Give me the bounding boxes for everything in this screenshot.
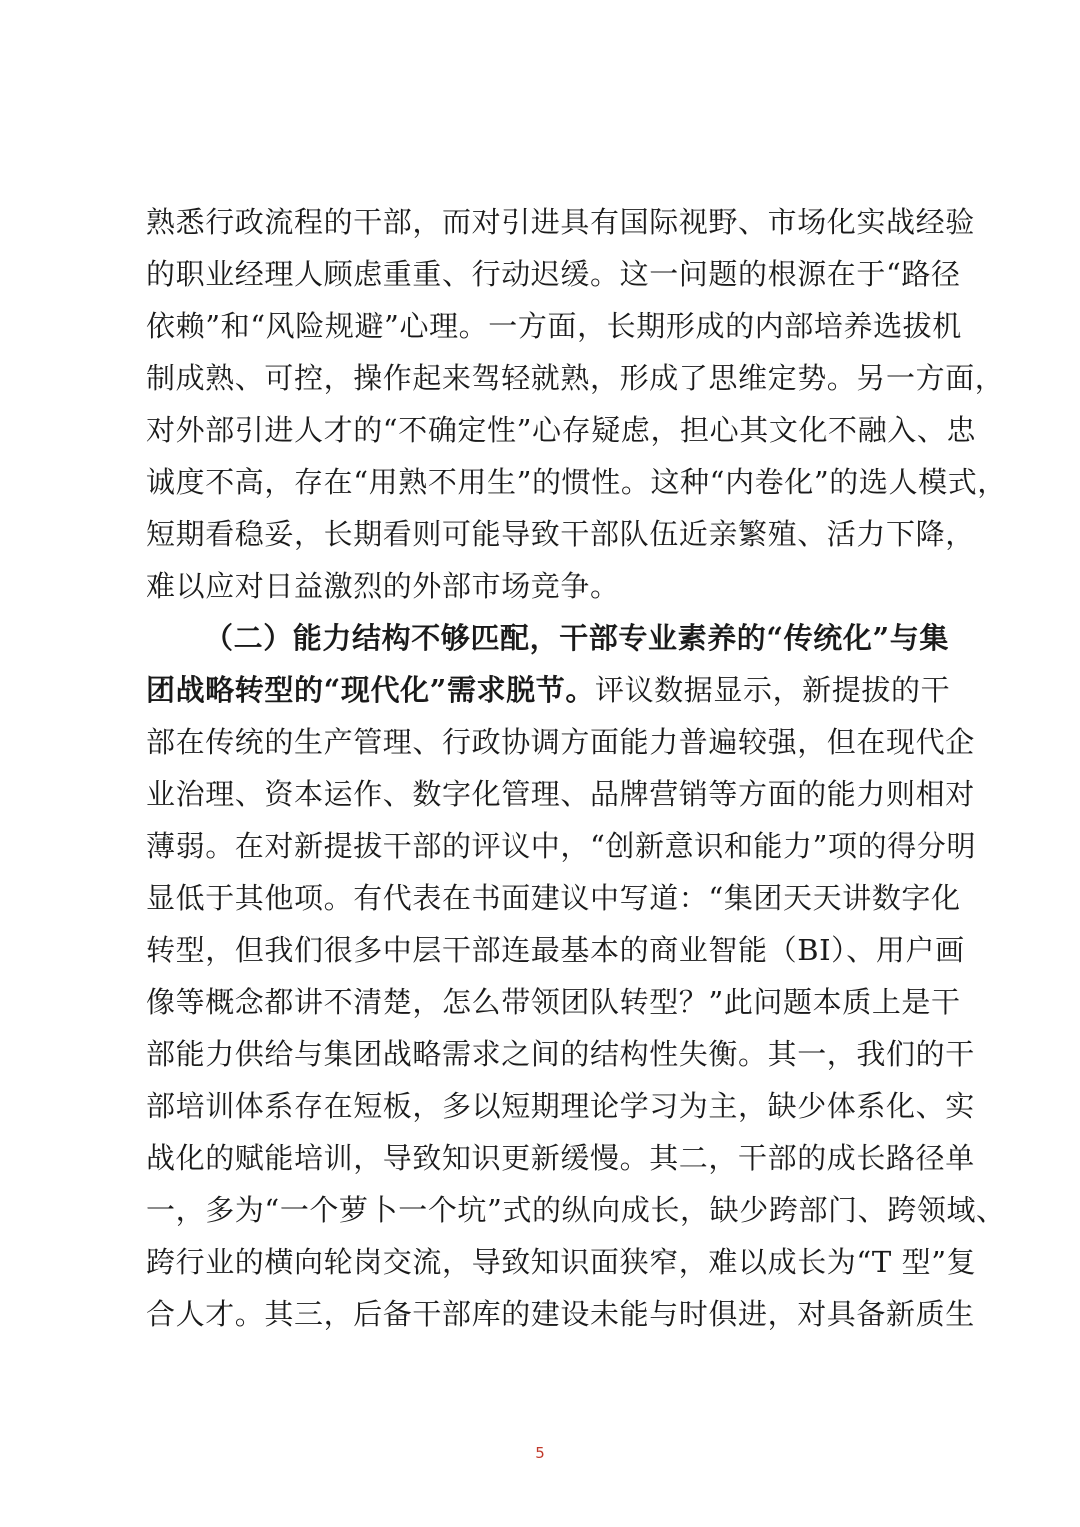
page-number: 5 — [535, 1444, 545, 1462]
section-heading-tail: 团战略转型的“现代化”需求脱节。 — [146, 673, 595, 707]
text-line: 合人才。其三，后备干部库的建设未能与时俱进，对具备新质生 — [146, 1297, 975, 1331]
text-line: 制成熟、可控，操作起来驾轻就熟，形成了思维定势。另一方面， — [146, 361, 1005, 395]
text-line: 依赖”和“风险规避”心理。一方面，长期形成的内部培养选拔机 — [146, 309, 962, 343]
text-line: 跨行业的横向轮岗交流，导致知识面狭窄，难以成长为“T 型”复 — [146, 1245, 977, 1279]
text-line: 熟悉行政流程的干部，而对引进具有国际视野、市场化实战经验 — [146, 205, 975, 239]
text-line: 的职业经理人顾虑重重、行动迟缓。这一问题的根源在于“路径 — [146, 257, 961, 291]
text-line: 对外部引进人才的“不确定性”心存疑虑，担心其文化不融入、忠 — [146, 413, 977, 447]
text-line: 像等概念都讲不清楚，怎么带领团队转型？”此问题本质上是干 — [146, 985, 961, 1019]
text-line: 部在传统的生产管理、行政协调方面能力普遍较强，但在现代企 — [146, 725, 975, 759]
text-line: 短期看稳妥，长期看则可能导致干部队伍近亲繁殖、活力下降， — [146, 517, 975, 551]
section-heading-continuation — [146, 664, 951, 716]
text-span: 评议数据显示，新提拔的干 — [594, 673, 951, 707]
text-line: 显低于其他项。有代表在书面建议中写道：“集团天天讲数字化 — [146, 881, 961, 915]
section-heading — [146, 612, 949, 664]
text-line: 部能力供给与集团战略需求之间的结构性失衡。其一，我们的干 — [146, 1037, 975, 1071]
section-heading-text: （二）能力结构不够匹配，干部专业素养的“传统化”与集 — [204, 621, 949, 655]
text-line: 部培训体系存在短板，多以短期理论学习为主，缺少体系化、实 — [146, 1089, 975, 1123]
text-line: 转型，但我们很多中层干部连最基本的商业智能（BI）、用户画 — [146, 933, 965, 967]
text-line: 薄弱。在对新提拔干部的评议中，“创新意识和能力”项的得分明 — [146, 829, 977, 863]
text-line: 战化的赋能培训，导致知识更新缓慢。其二，干部的成长路径单 — [146, 1141, 975, 1175]
body-text — [146, 196, 1007, 1340]
text-line: 难以应对日益激烈的外部市场竞争。 — [146, 569, 620, 603]
text-line: 一，多为“一个萝卜一个坑”式的纵向成长，缺少跨部门、跨领域、 — [146, 1193, 1006, 1227]
text-line: 业治理、资本运作、数字化管理、品牌营销等方面的能力则相对 — [146, 777, 975, 811]
text-line: 诚度不高，存在“用熟不用生”的惯性。这种“内卷化”的选人模式， — [146, 465, 1007, 499]
